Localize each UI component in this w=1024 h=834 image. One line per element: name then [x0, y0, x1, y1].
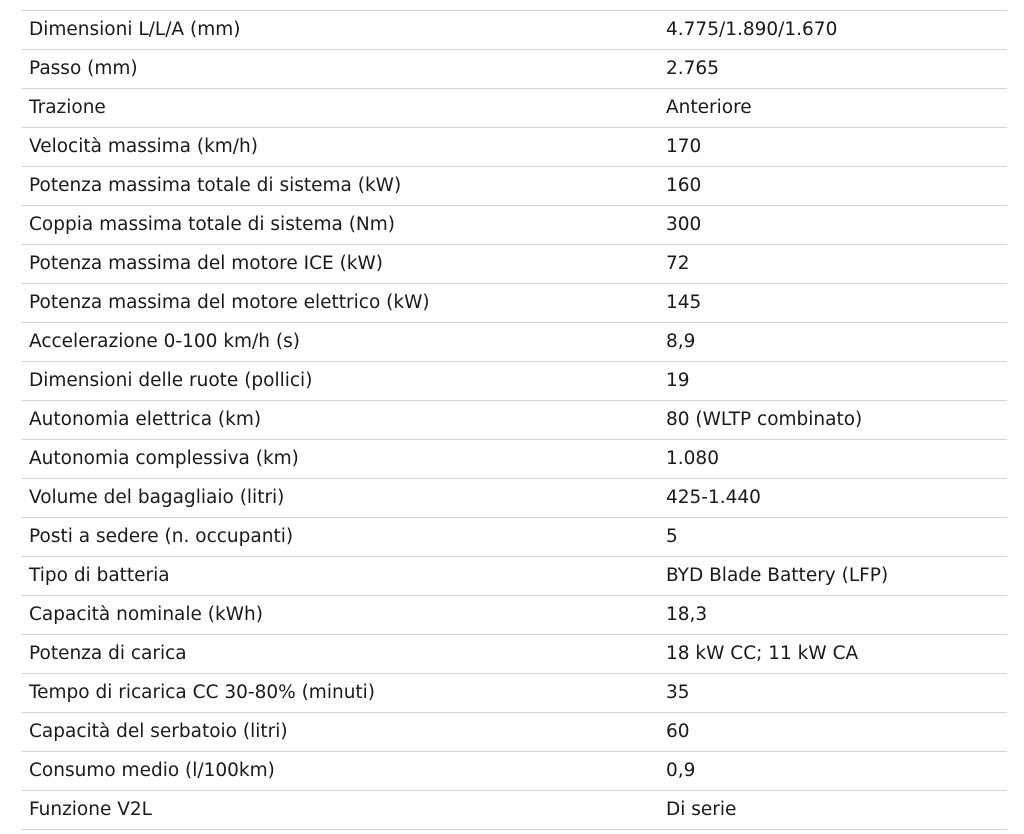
- spec-label: Potenza massima del motore elettrico (kW): [22, 284, 659, 323]
- spec-value: 2.765: [659, 50, 1007, 89]
- spec-value: 1.080: [659, 440, 1007, 479]
- table-row: [22, 518, 1007, 557]
- spec-value: 8,9: [659, 323, 1007, 362]
- spec-label: Capacità del serbatoio (litri): [22, 713, 659, 752]
- spec-label: Potenza massima del motore ICE (kW): [22, 245, 659, 284]
- table-row: [22, 791, 1007, 830]
- spec-value: 35: [659, 674, 1007, 713]
- spec-label: Coppia massima totale di sistema (Nm): [22, 206, 659, 245]
- table-row: [22, 89, 1007, 128]
- spec-value: 80 (WLTP combinato): [659, 401, 1007, 440]
- spec-label: Autonomia complessiva (km): [22, 440, 659, 479]
- spec-value: 170: [659, 128, 1007, 167]
- table-row: [22, 596, 1007, 635]
- table-row: [22, 128, 1007, 167]
- table-row: [22, 11, 1007, 50]
- spec-label: Autonomia elettrica (km): [22, 401, 659, 440]
- spec-label: Dimensioni L/L/A (mm): [22, 11, 659, 50]
- table-row: [22, 713, 1007, 752]
- spec-label: Funzione V2L: [22, 791, 659, 830]
- table-row: [22, 401, 1007, 440]
- table-row: [22, 752, 1007, 791]
- spec-label: Trazione: [22, 89, 659, 128]
- spec-value: 4.775/1.890/1.670: [659, 11, 1007, 50]
- table-row: [22, 440, 1007, 479]
- spec-value: 300: [659, 206, 1007, 245]
- table-row: [22, 50, 1007, 89]
- spec-value: Di serie: [659, 791, 1007, 830]
- table-row: [22, 635, 1007, 674]
- spec-value: 60: [659, 713, 1007, 752]
- spec-label: Accelerazione 0-100 km/h (s): [22, 323, 659, 362]
- spec-label: Potenza di carica: [22, 635, 659, 674]
- spec-label: Tempo di ricarica CC 30-80% (minuti): [22, 674, 659, 713]
- spec-value: 72: [659, 245, 1007, 284]
- spec-label: Posti a sedere (n. occupanti): [22, 518, 659, 557]
- table-row: [22, 362, 1007, 401]
- spec-value: 0,9: [659, 752, 1007, 791]
- table-row: [22, 479, 1007, 518]
- spec-label: Passo (mm): [22, 50, 659, 89]
- table-row: [22, 167, 1007, 206]
- spec-value: 425-1.440: [659, 479, 1007, 518]
- spec-value: BYD Blade Battery (LFP): [659, 557, 1007, 596]
- spec-label: Potenza massima totale di sistema (kW): [22, 167, 659, 206]
- table-row: [22, 284, 1007, 323]
- spec-value: 5: [659, 518, 1007, 557]
- spec-label: Velocità massima (km/h): [22, 128, 659, 167]
- spec-label: Dimensioni delle ruote (pollici): [22, 362, 659, 401]
- spec-value: 145: [659, 284, 1007, 323]
- spec-value: 160: [659, 167, 1007, 206]
- spec-label: Tipo di batteria: [22, 557, 659, 596]
- spec-label: Volume del bagagliaio (litri): [22, 479, 659, 518]
- spec-value: Anteriore: [659, 89, 1007, 128]
- spec-label: Capacità nominale (kWh): [22, 596, 659, 635]
- table-row: [22, 245, 1007, 284]
- table-row: [22, 674, 1007, 713]
- table-row: [22, 557, 1007, 596]
- spec-value: 18,3: [659, 596, 1007, 635]
- spec-table: [22, 10, 1007, 830]
- spec-table-body: [22, 11, 1007, 830]
- table-row: [22, 323, 1007, 362]
- spec-value: 18 kW CC; 11 kW CA: [659, 635, 1007, 674]
- table-row: [22, 206, 1007, 245]
- spec-value: 19: [659, 362, 1007, 401]
- spec-label: Consumo medio (l/100km): [22, 752, 659, 791]
